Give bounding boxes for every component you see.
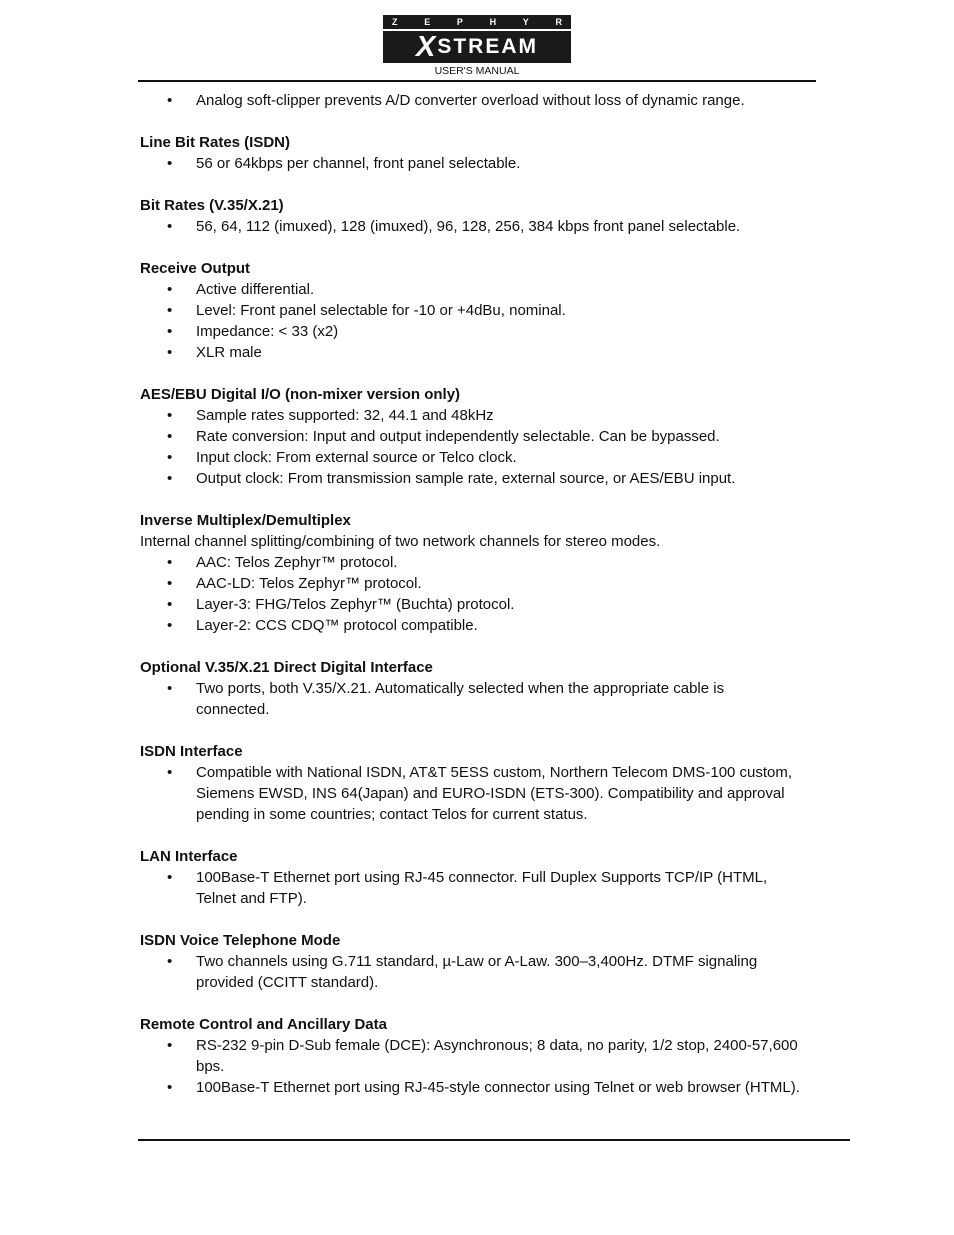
bullet-text: 100Base-T Ethernet port using RJ-45 connector. Full Duplex Supports TCP/IP (HTML, Telnet and FTP). (196, 869, 768, 907)
spec-section (140, 741, 800, 825)
section-heading: ISDN Voice Telephone Mode (140, 932, 341, 949)
bullet-text: Input clock: From external source or Telco clock. (196, 449, 517, 466)
list-item (140, 573, 800, 594)
bullet-list (140, 216, 800, 237)
bullet-text: Two channels using G.711 standard, µ-Law or A-Law. 300–3,400Hz. DTMF signaling provided (CCITT standard). (196, 953, 758, 991)
logo-letter: P (456, 17, 463, 27)
list-item (140, 153, 800, 174)
list-item (140, 300, 800, 321)
bullet-icon: • (167, 764, 173, 781)
bullet-text: Analog soft-clipper prevents A/D converter overload without loss of dynamic range. (196, 92, 745, 109)
section-paragraph: Internal channel splitting/combining of two network channels for stereo modes. (140, 533, 661, 550)
spec-section (140, 930, 800, 993)
bullet-icon: • (167, 281, 173, 298)
bullet-icon: • (167, 218, 173, 235)
list-item (140, 447, 800, 468)
list-item (140, 615, 800, 636)
list-item (140, 426, 800, 447)
bullet-text: Active differential. (196, 281, 315, 298)
list-item (140, 1077, 800, 1098)
bullet-list (140, 1035, 800, 1098)
section-heading: Receive Output (140, 260, 251, 277)
list-item (140, 951, 800, 993)
bullet-icon: • (167, 323, 173, 340)
list-item (140, 762, 800, 825)
logo-letter: H (489, 17, 497, 27)
bullet-icon: • (167, 575, 173, 592)
bullet-text: 100Base-T Ethernet port using RJ-45-style connector using Telnet or web browser (HTML). (196, 1079, 800, 1096)
bullet-text: XLR male (196, 344, 262, 361)
bullet-text: Layer-3: FHG/Telos Zephyr™ (Buchta) protocol. (196, 596, 515, 613)
bullet-list (140, 951, 800, 993)
section-heading: Inverse Multiplex/Demultiplex (140, 512, 351, 529)
intro-bullet-list (140, 90, 800, 111)
section-heading: ISDN Interface (140, 743, 243, 760)
bullet-text: Level: Front panel selectable for -10 or +4dBu, nominal. (196, 302, 566, 319)
bullet-text: AAC-LD: Telos Zephyr™ protocol. (196, 575, 422, 592)
bullet-icon: • (167, 1079, 173, 1096)
spec-content (140, 90, 800, 1098)
list-item (140, 90, 800, 111)
zephyr-xstream-logo (383, 15, 571, 78)
spec-section (140, 384, 800, 489)
bullet-text: 56 or 64kbps per channel, front panel selectable. (196, 155, 521, 172)
bullet-list (140, 678, 800, 720)
bullet-list (140, 279, 800, 363)
bullet-icon: • (167, 953, 173, 970)
list-item (140, 279, 800, 300)
section-heading: AES/EBU Digital I/O (non-mixer version only) (140, 386, 461, 403)
bullet-text: RS-232 9-pin D-Sub female (DCE): Asynchronous; 8 data, no parity, 1/2 stop, 2400-57,600 bps. (196, 1037, 798, 1075)
section-heading: Line Bit Rates (ISDN) (140, 134, 291, 151)
bullet-icon: • (167, 155, 173, 172)
bullet-list (140, 405, 800, 489)
section-heading: Remote Control and Ancillary Data (140, 1016, 387, 1033)
bullet-text: Output clock: From transmission sample rate, external source, or AES/EBU input. (196, 470, 736, 487)
bullet-text: 56, 64, 112 (imuxed), 128 (imuxed), 96, 128, 256, 384 kbps front panel selectable. (196, 218, 741, 235)
list-item (140, 321, 800, 342)
list-item (140, 552, 800, 573)
logo-letter: R (555, 17, 562, 27)
logo-letter: E (424, 17, 431, 27)
logo-brand-bar (383, 15, 571, 29)
bullet-text: Rate conversion: Input and output independently selectable. Can be bypassed. (196, 428, 720, 445)
bullet-icon: • (167, 428, 173, 445)
bullet-icon: • (167, 554, 173, 571)
bullet-icon: • (167, 449, 173, 466)
spec-section (140, 846, 800, 909)
bullet-icon: • (167, 470, 173, 487)
list-item (140, 468, 800, 489)
spec-section (140, 258, 800, 363)
section-heading: Optional V.35/X.21 Direct Digital Interface (140, 659, 433, 676)
bullet-icon: • (167, 344, 173, 361)
list-item (140, 342, 800, 363)
bullet-list (140, 762, 800, 825)
bullet-icon: • (167, 596, 173, 613)
bullet-text: Two ports, both V.35/X.21. Automatically selected when the appropriate cable is connected. (196, 680, 725, 718)
logo-subtitle: USER'S MANUAL (434, 65, 520, 77)
bullet-text: AAC: Telos Zephyr™ protocol. (196, 554, 398, 571)
bullet-icon: • (167, 617, 173, 634)
spec-section (140, 195, 800, 237)
bullet-text: Layer-2: CCS CDQ™ protocol compatible. (196, 617, 478, 634)
bullet-icon: • (167, 1037, 173, 1054)
spec-section (140, 1014, 800, 1098)
spec-section (140, 657, 800, 720)
bullet-list (140, 153, 800, 174)
spec-section (140, 510, 800, 636)
bullet-icon: • (167, 302, 173, 319)
list-item (140, 216, 800, 237)
bullet-list (140, 552, 800, 636)
bullet-text: Sample rates supported: 32, 44.1 and 48kHz (196, 407, 494, 424)
logo-product-bar (383, 31, 571, 63)
footer-rule (138, 1139, 850, 1141)
bullet-list (140, 867, 800, 909)
bullet-icon: • (167, 92, 173, 109)
section-heading: Bit Rates (V.35/X.21) (140, 197, 284, 214)
list-item (140, 678, 800, 720)
list-item (140, 1035, 800, 1077)
bullet-text: Impedance: < 33 (x2) (196, 323, 339, 340)
list-item (140, 405, 800, 426)
logo-letter: Y (522, 17, 529, 27)
header-rule (138, 80, 816, 82)
bullet-icon: • (167, 869, 173, 886)
list-item (140, 594, 800, 615)
logo-letter: Z (392, 17, 398, 27)
bullet-icon: • (167, 407, 173, 424)
section-heading: LAN Interface (140, 848, 238, 865)
logo-x: X (415, 31, 436, 63)
bullet-text: Compatible with National ISDN, AT&T 5ESS custom, Northern Telecom DMS-100 custom, Siemens EWSD, INS 64(Japan) and EURO-ISDN (ETS-300). Compatibility and approval pending in some countries; contact Telos for current status. (196, 764, 793, 823)
logo-word: STREAM (437, 35, 538, 58)
spec-section (140, 132, 800, 174)
list-item (140, 867, 800, 909)
bullet-icon: • (167, 680, 173, 697)
